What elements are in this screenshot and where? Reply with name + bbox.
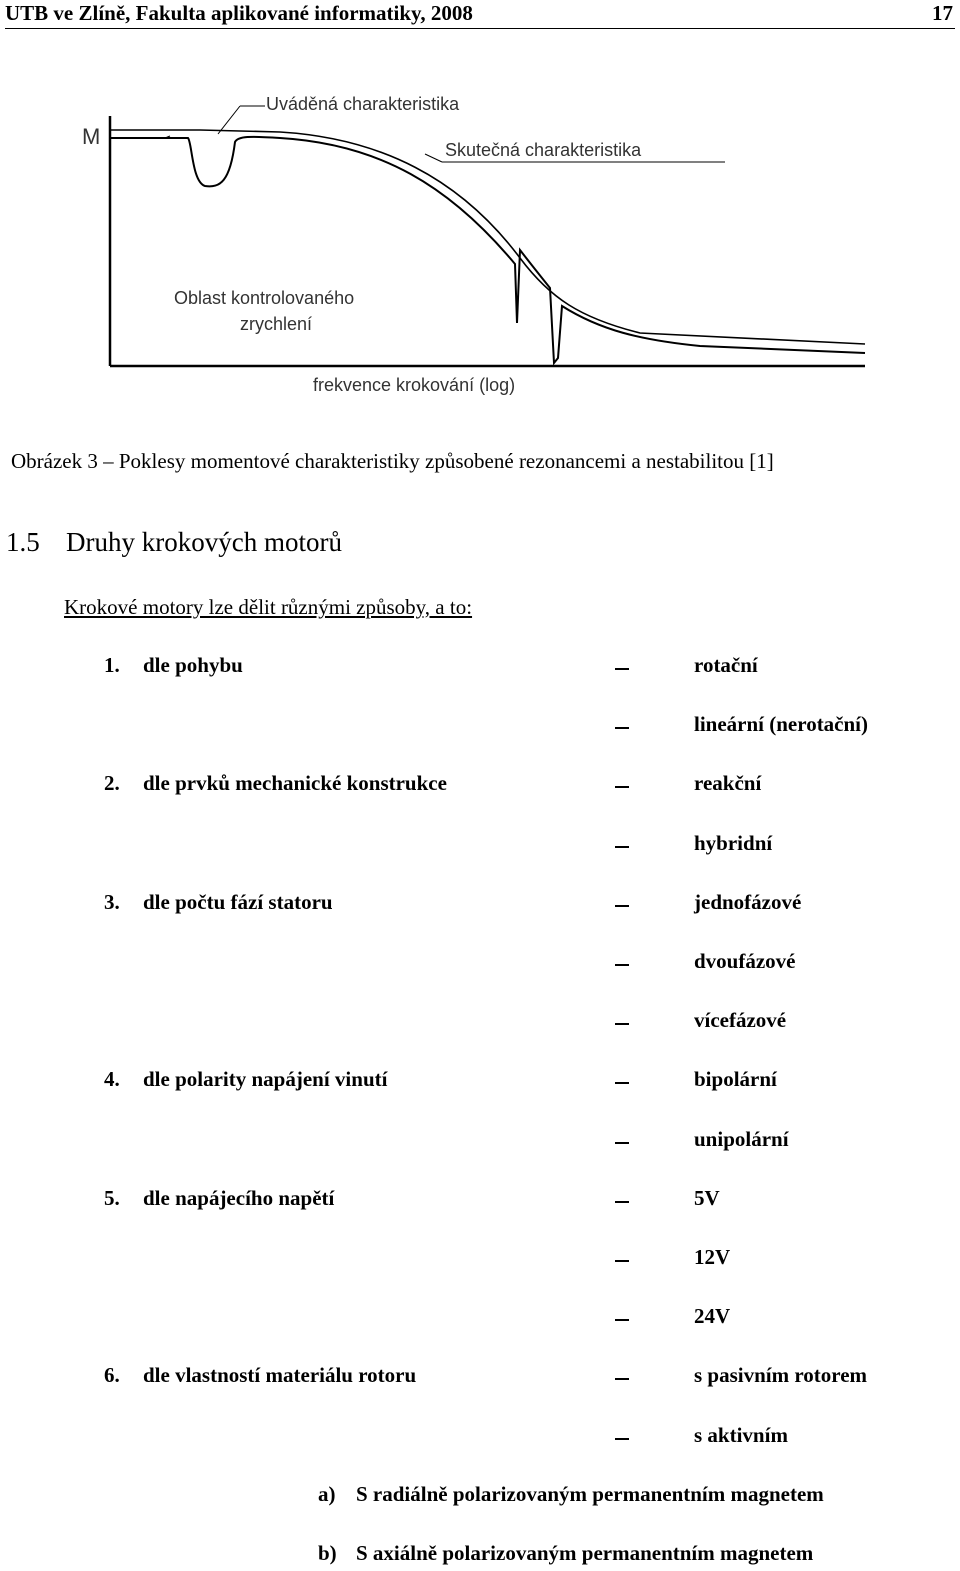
page-number: 17 [932,1,953,25]
list-item [0,1067,960,1097]
sub-item-text: S radiálně polarizovaným permanentním magnetem [356,1482,824,1506]
label-stated-characteristic: Uváděná charakteristika [266,94,460,114]
list-item-value: lineární (nerotační) [694,712,869,736]
list-item [0,1186,960,1216]
list-item [0,1127,960,1157]
dash [615,1378,629,1380]
list-item-number: 4. [104,1067,120,1091]
list-item-value: rotační [694,653,758,677]
list-item-value: s aktivním [694,1423,788,1447]
list-item-number: 5. [104,1186,120,1210]
dash [615,1082,629,1084]
page-header [5,0,955,29]
list-item-value: s pasivním rotorem [694,1363,868,1387]
dash [615,905,629,907]
list-item-label: dle vlastností materiálu rotoru [143,1363,417,1387]
dash [615,727,629,729]
dash [615,1260,629,1262]
dash [615,668,629,670]
list-item [0,1363,960,1393]
list-item [0,949,960,979]
section-title: Druhy krokových motorů [66,527,342,557]
list-item-value: vícefázové [694,1008,787,1032]
list-item-label: dle počtu fází statoru [143,890,333,914]
sub-item-text: S axiálně polarizovaným permanentním magnetem [356,1541,814,1565]
axis-y-label: M [82,124,101,149]
list-item-number: 3. [104,890,120,914]
list-item [0,890,960,920]
dash [615,786,629,788]
dash [615,964,629,966]
list-item [0,1304,960,1334]
list-item [0,1008,960,1038]
list-item-value: 12V [694,1245,731,1269]
list-item-number: 1. [104,653,120,677]
list-item-label: dle prvků mechanické konstrukce [143,771,447,795]
sub-item [318,1541,813,1566]
torque-characteristic-figure [80,78,875,413]
list-item [0,831,960,861]
section-heading [6,527,342,558]
list-item [0,1245,960,1275]
list-item-number: 2. [104,771,120,795]
list-item [0,1423,960,1453]
list-item-value: reakční [694,771,762,795]
list-item-value: bipolární [694,1067,777,1091]
axis-x-label: frekvence krokování (log) [313,375,516,395]
list-item-label: dle polarity napájení vinutí [143,1067,388,1091]
label-region-line2: zrychlení [240,314,313,334]
list-item-number: 6. [104,1363,120,1387]
sub-item-letter: b) [318,1541,337,1565]
list-item-value: 24V [694,1304,731,1328]
list-item [0,712,960,742]
list-item-value: unipolární [694,1127,789,1151]
sub-item-letter: a) [318,1482,336,1506]
dash [615,1023,629,1025]
section-number: 1.5 [6,527,40,557]
dash [615,1142,629,1144]
dash [615,846,629,848]
dash [615,1319,629,1321]
actual-characteristic-curve [110,137,865,363]
header-title: UTB ve Zlíně, Fakulta aplikované informatiky, 2008 [5,1,473,25]
sub-item [318,1482,824,1507]
list-item-value: 5V [694,1186,720,1210]
list-item [0,771,960,801]
label-region-line1: Oblast kontrolovaného [174,288,355,308]
dash [615,1438,629,1440]
label-actual-characteristic: Skutečná charakteristika [445,140,642,160]
list-item-value: dvoufázové [694,949,796,973]
list-item-value: hybridní [694,831,773,855]
list-item-value: jednofázové [694,890,802,914]
figure-caption: Obrázek 3 – Poklesy momentové charakteristiky způsobené rezonancemi a nestabilitou [1] [11,449,774,473]
list-item-label: dle napájecího napětí [143,1186,335,1210]
intro-text: Krokové motory lze dělit různými způsoby, a to: [64,595,473,619]
list-item-label: dle pohybu [143,653,243,677]
list-item [0,653,960,683]
dash [615,1201,629,1203]
